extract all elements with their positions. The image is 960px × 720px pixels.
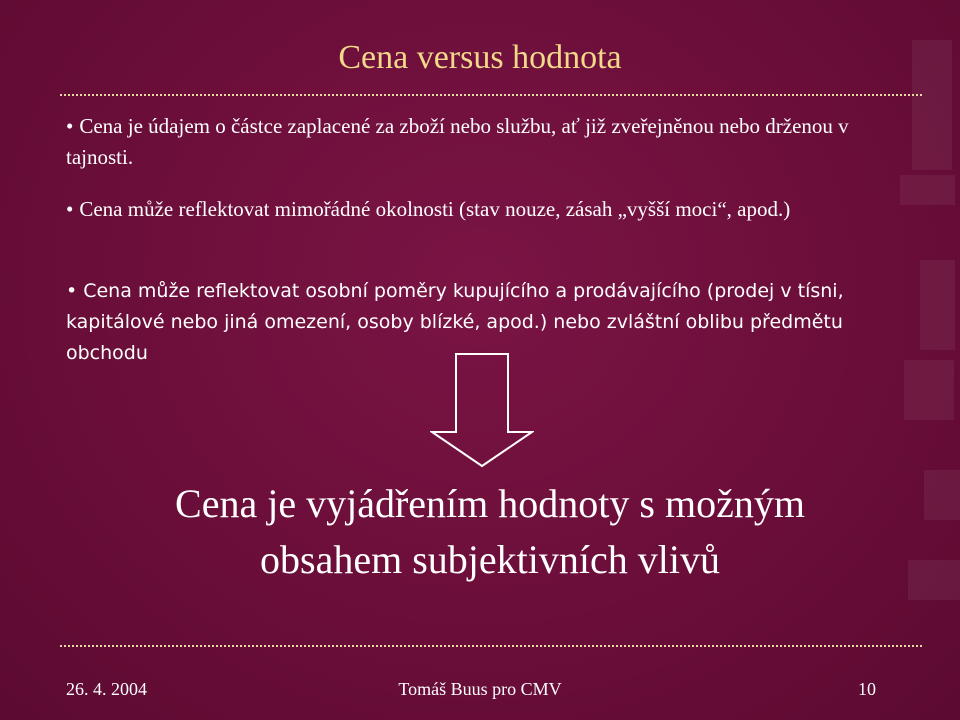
conclusion-line-2: obsahem subjektivních vlivů [260,537,720,582]
bullet-dot-icon: • [66,114,74,138]
bullet-text: Cena může reflektovat osobní poměry kupujícího a prodávajícího (prodej v tísni, kapitálové nebo jiná omezení, osoby blízké, apod.) nebo zvláštní oblibu předmětu obchodu [66,280,844,364]
bullet-dot-icon: • [66,197,74,221]
footer-author: Tomáš Buus pro CMV [398,679,562,699]
bullet-dot-icon: • [66,280,78,302]
bullet-item [66,111,906,173]
title-divider [60,94,922,96]
page-number: 10 [858,679,876,699]
conclusion-text [0,476,960,588]
conclusion-line-1: Cena je vyjádřením hodnoty s možným [175,481,805,526]
bullet-text: Cena je údajem o částce zaplacené za zboží nebo službu, ať již zveřejněnou nebo drženou v tajnosti. [66,114,849,169]
bullet-item [66,194,906,225]
footer-date: 26. 4. 2004 [66,679,147,699]
bullet-text: Cena může reflektovat mimořádné okolnosti (stav nouze, zásah „vyšší moci“, apod.) [79,197,791,221]
slide-title: Cena versus hodnota [338,39,622,76]
footer-divider [60,645,922,647]
down-arrow-icon [430,352,534,468]
